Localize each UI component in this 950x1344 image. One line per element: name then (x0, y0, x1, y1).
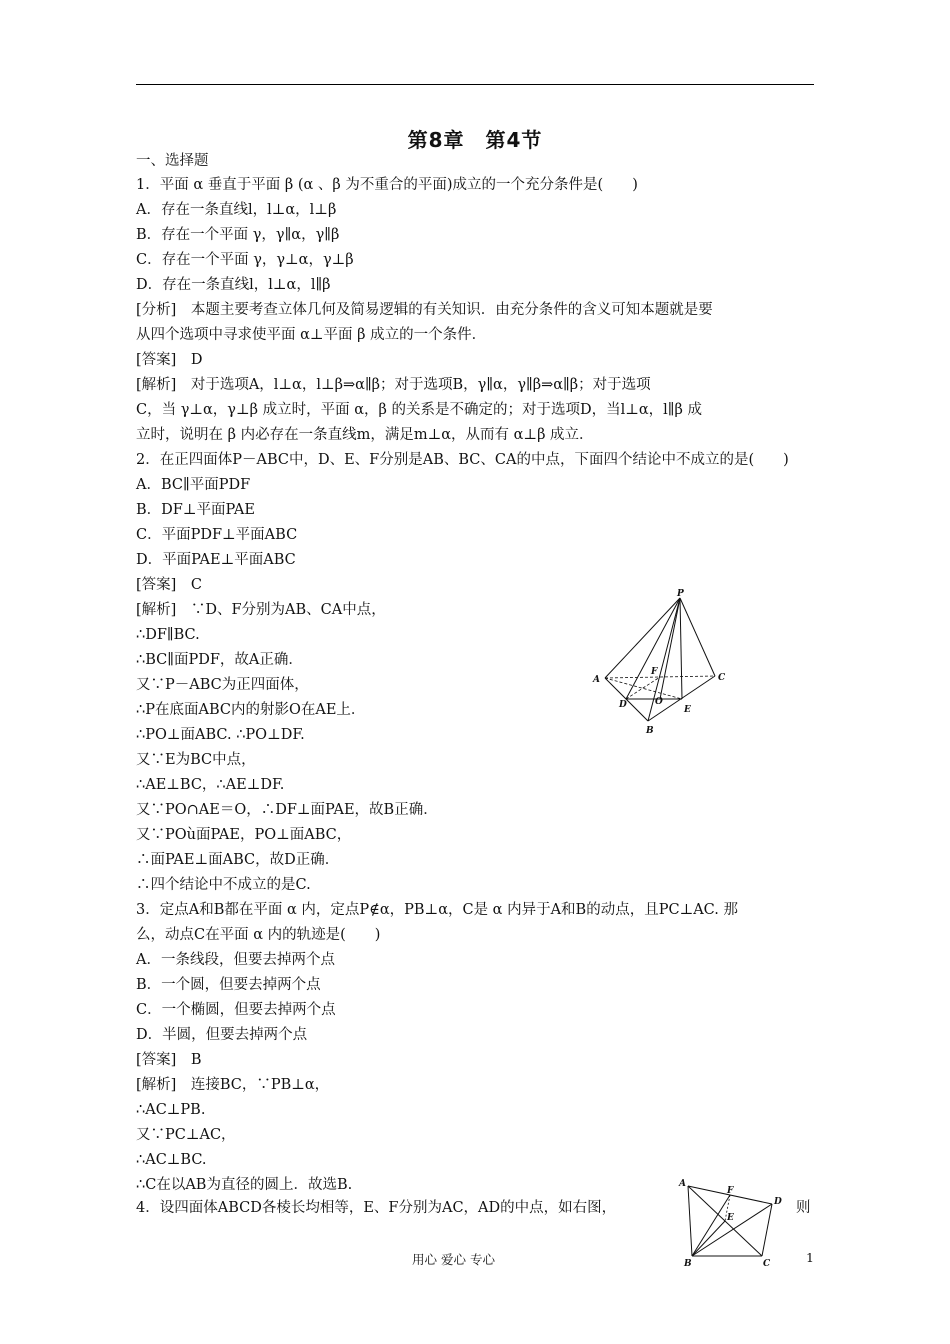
text-line: [答案] D (136, 352, 203, 368)
vertex-label-b: B (646, 726, 654, 736)
text-line: ∴P在底面ABC内的射影O在AE上． (136, 702, 366, 718)
text-line: ∴AC⊥BC. (136, 1152, 207, 1168)
text-line: B．DF⊥平面PAE (136, 502, 255, 518)
text-line: [答案] B (136, 1052, 202, 1068)
text-line: B．存在一个平面 γ，γ∥α，γ∥β (136, 227, 340, 243)
vertex-label-e: E (684, 705, 691, 715)
text-line: [解析] 对于选项A，l⊥α，l⊥β⇒α∥β；对于选项B，γ∥α，γ∥β⇒α∥β；对于选项 (136, 377, 651, 393)
text-line: ∴四个结论中不成立的是C. (136, 877, 311, 893)
vertex-label-e: E (727, 1213, 734, 1223)
text-line: 2．在正四面体P－ABC中，D、E、F分别是AB、BC、CA的中点，下面四个结论中不成立的是( ) (136, 452, 789, 468)
vertex-label-c: C (718, 673, 726, 683)
text-line: C，当 γ⊥α，γ⊥β 成立时，平面 α，β 的关系是不确定的；对于选项D，当l⊥α，l∥β 成 (136, 402, 703, 418)
page-number: 1 (806, 1250, 814, 1265)
tetrahedron-figure-1 (588, 588, 733, 738)
text-line: C．平面PDF⊥平面ABC (136, 527, 298, 543)
text-line: 又∵P－ABC为正四面体， (136, 677, 309, 693)
text-line: B．一个圆，但要去掉两个点 (136, 977, 321, 993)
text-line: 又∵POù面PAE，PO⊥面ABC， (136, 827, 352, 843)
text-line: [解析] ∵D、F分别为AB、CA中点， (136, 602, 386, 618)
vertex-label-d: D (774, 1197, 782, 1207)
text-line: ∴AE⊥BC，∴AE⊥DF. (136, 777, 285, 793)
text-line: D．平面PAE⊥平面ABC (136, 552, 296, 568)
vertex-label-o: O (655, 697, 663, 707)
text-line: 又∵PO∩AE＝O，∴DF⊥面PAE，故B正确． (136, 802, 438, 818)
text-line: 又∵PC⊥AC， (136, 1127, 236, 1143)
text-line: 立时，说明在 β 内必存在一条直线m，满足m⊥α，从而有 α⊥β 成立． (136, 427, 594, 443)
text-line: ∴面PAE⊥面ABC，故D正确． (136, 852, 340, 868)
vertex-label-p: P (677, 589, 684, 599)
vertex-label-f: F (727, 1186, 734, 1196)
vertex-label-b: B (684, 1259, 692, 1269)
text-line: ∴AC⊥PB. (136, 1102, 206, 1118)
tetrahedron-figure-2 (676, 1174, 782, 1270)
text-line: 4．设四面体ABCD各棱长均相等，E、F分别为AC，AD的中点，如右图， (136, 1200, 617, 1216)
header-rule (136, 84, 814, 85)
text-line: D．半圆，但要去掉两个点 (136, 1027, 308, 1043)
text-line: [答案] C (136, 577, 202, 593)
text-line: ∴PO⊥面ABC. ∴PO⊥DF. (136, 727, 305, 743)
vertex-label-a: A (679, 1179, 686, 1189)
text-line: A．存在一条直线l，l⊥α，l⊥β (136, 202, 337, 218)
text-line: ∴BC∥面PDF，故A正确． (136, 652, 303, 668)
text-line: [分析] 本题主要考查立体几何及简易逻辑的有关知识．由充分条件的含义可知本题就是要 (136, 302, 713, 318)
text-line: 1．平面 α 垂直于平面 β (α 、β 为不重合的平面)成立的一个充分条件是( ) (136, 177, 638, 193)
page-title: 第8章 第4节 (407, 128, 543, 152)
question-4-tail: 则 (796, 1200, 811, 1216)
text-line: C．一个椭圆，但要去掉两个点 (136, 1002, 336, 1018)
text-line: D．存在一条直线l，l⊥α，l∥β (136, 277, 331, 293)
text-line: C．存在一个平面 γ，γ⊥α，γ⊥β (136, 252, 354, 268)
text-line: 从四个选项中寻求使平面 α⊥平面 β 成立的一个条件． (136, 327, 487, 343)
vertex-label-a: A (593, 675, 600, 685)
vertex-label-f: F (651, 667, 658, 677)
vertex-label-d: D (619, 700, 627, 710)
text-line: 3．定点A和B都在平面 α 内，定点P∉α，PB⊥α，C是 α 内异于A和B的动点，且PC⊥AC. 那 (136, 902, 738, 918)
text-line: ∴C在以AB为直径的圆上．故选B. (136, 1177, 353, 1193)
text-line: [解析] 连接BC，∵PB⊥α， (136, 1077, 330, 1093)
footer-text: 用心 爱心 专心 (412, 1252, 495, 1267)
text-line: A．一条线段，但要去掉两个点 (136, 952, 335, 968)
text-line: 一、选择题 (136, 153, 209, 169)
text-line: A．BC∥平面PDF (136, 477, 251, 493)
vertex-label-c: C (763, 1259, 771, 1269)
text-line: 又∵E为BC中点， (136, 752, 256, 768)
text-line: ∴DF∥BC. (136, 627, 200, 643)
text-line: 么，动点C在平面 α 内的轨迹是( ) (136, 927, 381, 943)
